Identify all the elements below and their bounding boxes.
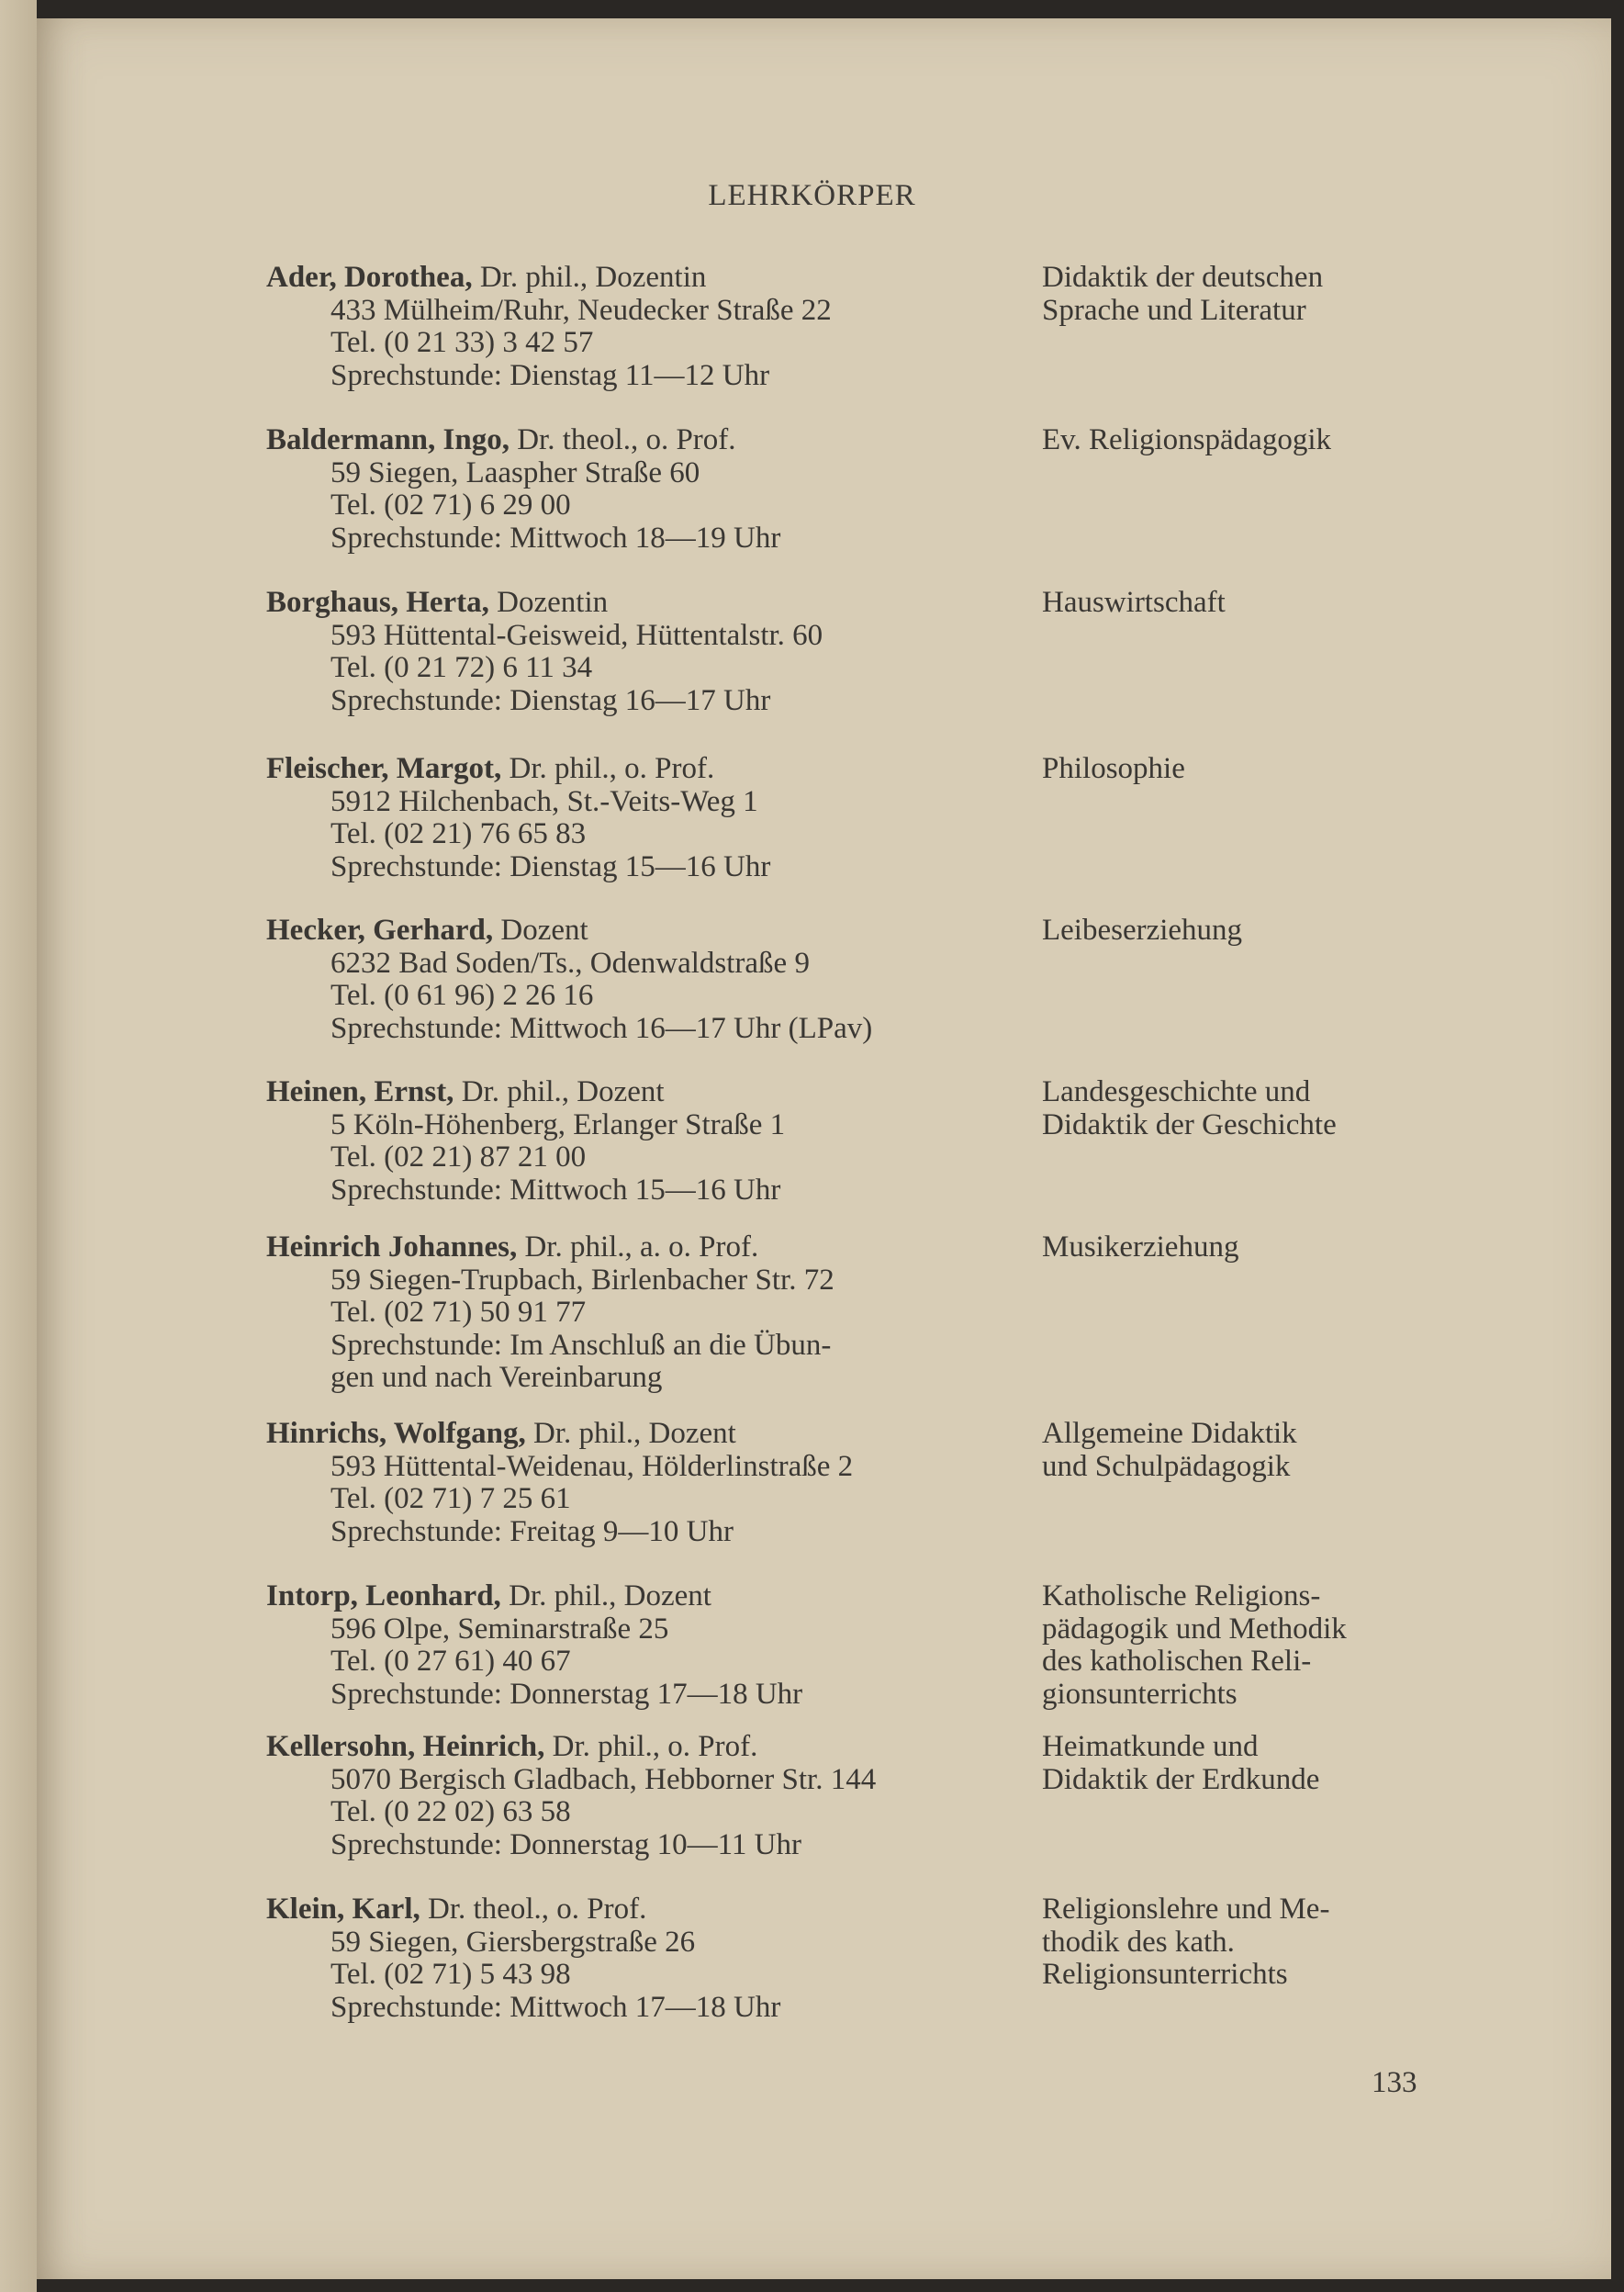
entry-subject — [1042, 424, 1464, 457]
entry-office-hours: Sprechstunde: Im Anschluß an die Übun- — [330, 1328, 832, 1362]
entry-title: Dr. phil., Dozent — [454, 1075, 665, 1108]
entry-office-hours: Sprechstunde: Dienstag 11—12 Uhr — [330, 358, 770, 392]
entry-title: Dozentin — [488, 586, 609, 619]
entry-address: 6232 Bad Soden/Ts., Odenwaldstraße 9 — [330, 946, 810, 980]
entry-address: 596 Olpe, Seminarstraße 25 — [330, 1612, 669, 1646]
entry-name: Baldermann, Ingo, — [266, 423, 510, 456]
entry-phone: Tel. (02 71) 7 25 61 — [330, 1482, 571, 1515]
entry-subject-line: Katholische Religions- — [1042, 1579, 1321, 1612]
entry-subject-line: Didaktik der Geschichte — [1042, 1107, 1337, 1141]
entry-subject-line: thodik des kath. — [1042, 1925, 1235, 1959]
entry-subject — [1042, 1731, 1464, 1796]
entry-title: Dr. theol., o. Prof. — [509, 423, 736, 456]
entry-subject-line: Leibeserziehung — [1042, 914, 1243, 947]
entry-name: Hinrichs, Wolfgang, — [266, 1417, 526, 1450]
entry-name: Borghaus, Herta, — [266, 586, 489, 619]
entry-subject-line: gionsunterrichts — [1042, 1677, 1238, 1711]
entry-details — [266, 915, 1019, 1045]
entry-subject — [1042, 1418, 1464, 1483]
entry-details — [266, 753, 1019, 883]
entry-office-hours: Sprechstunde: Freitag 9—10 Uhr — [330, 1514, 734, 1548]
entry-subject-line: und Schulpädagogik — [1042, 1449, 1291, 1483]
entry-title: Dr. phil., Dozent — [500, 1579, 711, 1612]
entry-subject-line: Heimatkunde und — [1042, 1730, 1259, 1763]
entry-office-hours: Sprechstunde: Donnerstag 17—18 Uhr — [330, 1677, 803, 1711]
entry-details — [266, 1731, 1019, 1861]
entry-subject-line: des katholischen Reli- — [1042, 1645, 1312, 1678]
entry-name: Hecker, Gerhard, — [266, 914, 494, 947]
entry-phone: Tel. (02 71) 6 29 00 — [330, 489, 571, 522]
entry-title: Dr. phil., Dozentin — [472, 261, 707, 294]
entry-address: 593 Hüttental-Weidenau, Hölderlinstraße 2 — [330, 1449, 854, 1483]
entry-subject-line: Didaktik der Erdkunde — [1042, 1762, 1320, 1796]
entry-title: Dr. phil., o. Prof. — [501, 752, 715, 785]
entry-office-hours: Sprechstunde: Mittwoch 16—17 Uhr (LPav) — [330, 1011, 873, 1045]
entry-details — [266, 587, 1019, 717]
entry-subject — [1042, 753, 1464, 786]
entry-subject — [1042, 587, 1464, 620]
entry-details — [266, 1231, 1019, 1395]
entry-name: Kellersohn, Heinrich, — [266, 1730, 545, 1763]
entry-subject — [1042, 1231, 1464, 1264]
entry-title: Dozent — [493, 914, 588, 947]
entry-subject-line: Ev. Religionspädagogik — [1042, 423, 1331, 456]
entry-phone: Tel. (02 71) 50 91 77 — [330, 1296, 587, 1329]
entry-address: 59 Siegen-Trupbach, Birlenbacher Str. 72 — [330, 1263, 834, 1297]
entry-address: 5912 Hilchenbach, St.-Veits-Weg 1 — [330, 784, 758, 818]
entry-address: 59 Siegen, Giersbergstraße 26 — [330, 1925, 696, 1959]
entry-subject — [1042, 1580, 1464, 1711]
entry-subject-line: Didaktik der deutschen — [1042, 261, 1324, 294]
entry-subject — [1042, 1076, 1464, 1141]
entry-subject-line: Allgemeine Didaktik — [1042, 1417, 1297, 1450]
entry-office-hours: Sprechstunde: Dienstag 16—17 Uhr — [330, 683, 771, 717]
entry-title: Dr. phil., a. o. Prof. — [517, 1230, 759, 1264]
entry-office-hours: Sprechstunde: Donnerstag 10—11 Uhr — [330, 1827, 801, 1861]
entry-details — [266, 1580, 1019, 1711]
entry-address: 433 Mülheim/Ruhr, Neudecker Straße 22 — [330, 293, 832, 327]
entry-subject — [1042, 262, 1464, 327]
entry-name: Fleischer, Margot, — [266, 752, 502, 785]
entry-details — [266, 424, 1019, 555]
entry-name: Klein, Karl, — [266, 1893, 420, 1926]
entry-details — [266, 1893, 1019, 2024]
entry-phone: Tel. (02 21) 87 21 00 — [330, 1140, 587, 1174]
entry-title: Dr. phil., o. Prof. — [544, 1730, 758, 1763]
entry-office-hours: Sprechstunde: Mittwoch 15—16 Uhr — [330, 1173, 781, 1207]
entry-address: 593 Hüttental-Geisweid, Hüttentalstr. 60 — [330, 618, 823, 652]
entry-phone: Tel. (02 71) 5 43 98 — [330, 1958, 571, 1991]
entry-office-hours: Sprechstunde: Dienstag 15—16 Uhr — [330, 849, 771, 883]
entry-subject-line: Hauswirtschaft — [1042, 586, 1226, 619]
book-spine — [0, 0, 37, 2292]
entry-address: 59 Siegen, Laaspher Straße 60 — [330, 455, 700, 489]
entry-details — [266, 1418, 1019, 1548]
entry-details — [266, 1076, 1019, 1207]
entry-subject-line: Landesgeschichte und — [1042, 1075, 1311, 1108]
entry-phone: Tel. (02 21) 76 65 83 — [330, 817, 587, 850]
entry-phone: Tel. (0 21 33) 3 42 57 — [330, 326, 594, 359]
entry-subject-line: Sprache und Literatur — [1042, 293, 1306, 327]
entry-name: Intorp, Leonhard, — [266, 1579, 501, 1612]
entry-name: Heinen, Ernst, — [266, 1075, 454, 1108]
entry-phone: Tel. (0 61 96) 2 26 16 — [330, 979, 594, 1012]
entry-phone: Tel. (0 21 72) 6 11 34 — [330, 651, 593, 684]
entry-office-hours: Sprechstunde: Mittwoch 18—19 Uhr — [330, 521, 781, 555]
entry-subject-line: pädagogik und Methodik — [1042, 1612, 1347, 1646]
entry-subject-line: Philosophie — [1042, 752, 1185, 785]
page-number: 133 — [1372, 2066, 1417, 2099]
entry-subject-line: Religionsunterrichts — [1042, 1958, 1288, 1991]
page-header: LEHRKÖRPER — [708, 179, 916, 212]
entry-address: 5070 Bergisch Gladbach, Hebborner Str. 144 — [330, 1762, 877, 1796]
entry-office-hours-continued: gen und nach Vereinbarung — [330, 1361, 663, 1394]
entry-address: 5 Köln-Höhenberg, Erlanger Straße 1 — [330, 1107, 786, 1141]
entry-phone: Tel. (0 22 02) 63 58 — [330, 1795, 571, 1828]
entry-subject-line: Musikerziehung — [1042, 1230, 1239, 1264]
entry-subject — [1042, 1893, 1464, 1992]
entry-title: Dr. phil., Dozent — [525, 1417, 736, 1450]
entry-name: Heinrich Johannes, — [266, 1230, 518, 1264]
entry-name: Ader, Dorothea, — [266, 261, 473, 294]
entry-details — [266, 262, 1019, 392]
entry-title: Dr. theol., o. Prof. — [420, 1893, 647, 1926]
entry-phone: Tel. (0 27 61) 40 67 — [330, 1645, 571, 1678]
entry-office-hours: Sprechstunde: Mittwoch 17—18 Uhr — [330, 1990, 781, 2024]
entry-subject-line: Religionslehre und Me- — [1042, 1893, 1330, 1926]
entry-subject — [1042, 915, 1464, 948]
